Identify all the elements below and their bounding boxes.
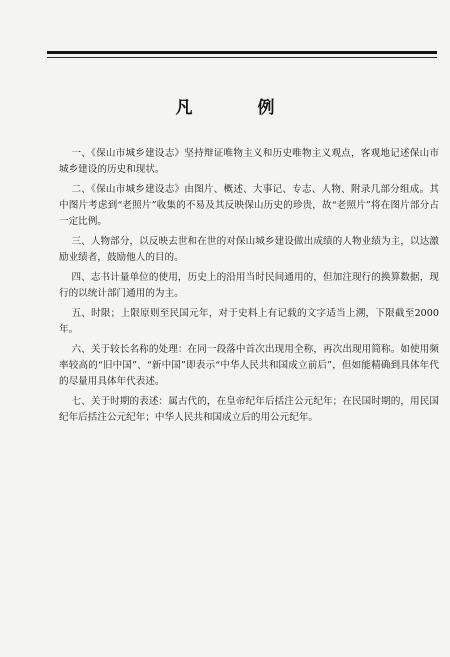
paragraph-6: 六、关于较长名称的处理：在同一段落中首次出现用全称，再次出现用简称。如使用频率较高的“旧中国”、“新中国”即表示“中华人民共和国成立前后”，但如能精确到具体年代的尽量用具体年代表述。 [59,344,439,387]
page-title: 凡 例 [175,98,299,118]
paragraph-3: 三、人物部分，以反映去世和在世的对保山城乡建设做出成绩的人物业绩为主，以达激励业绩者，鼓励他人的目的。 [59,236,439,263]
body-text [59,146,439,430]
header-rule-thin [47,57,437,58]
header-rule-thick [47,51,437,54]
paragraph-7: 七、关于时期的表述：属古代的，在皇帝纪年后括注公元纪年；在民国时期的，用民国纪年后括注公元纪年；中华人民共和国成立后的用公元纪年。 [59,396,439,423]
paragraph-5: 五、时限；上限原则至民国元年，对于史料上有记载的文字适当上溯，下限截至2000年。 [59,308,439,335]
paragraph-4: 四、志书计量单位的使用，历史上的沿用当时民间通用的，但加注现行的换算数据，现行的以统计部门通用的为主。 [59,272,439,299]
paragraph-2: 二、《保山市城乡建设志》由图片、概述、大事记、专志、人物、附录几部分组成。其中图片考虑到“老照片”收集的不易及其反映保山历史的珍贵，故“老照片”将在图片部分占一定比例。 [59,184,439,227]
paragraph-1: 一、《保山市城乡建设志》坚持辩证唯物主义和历史唯物主义观点，客观地记述保山市城乡建设的历史和现状。 [59,148,439,175]
